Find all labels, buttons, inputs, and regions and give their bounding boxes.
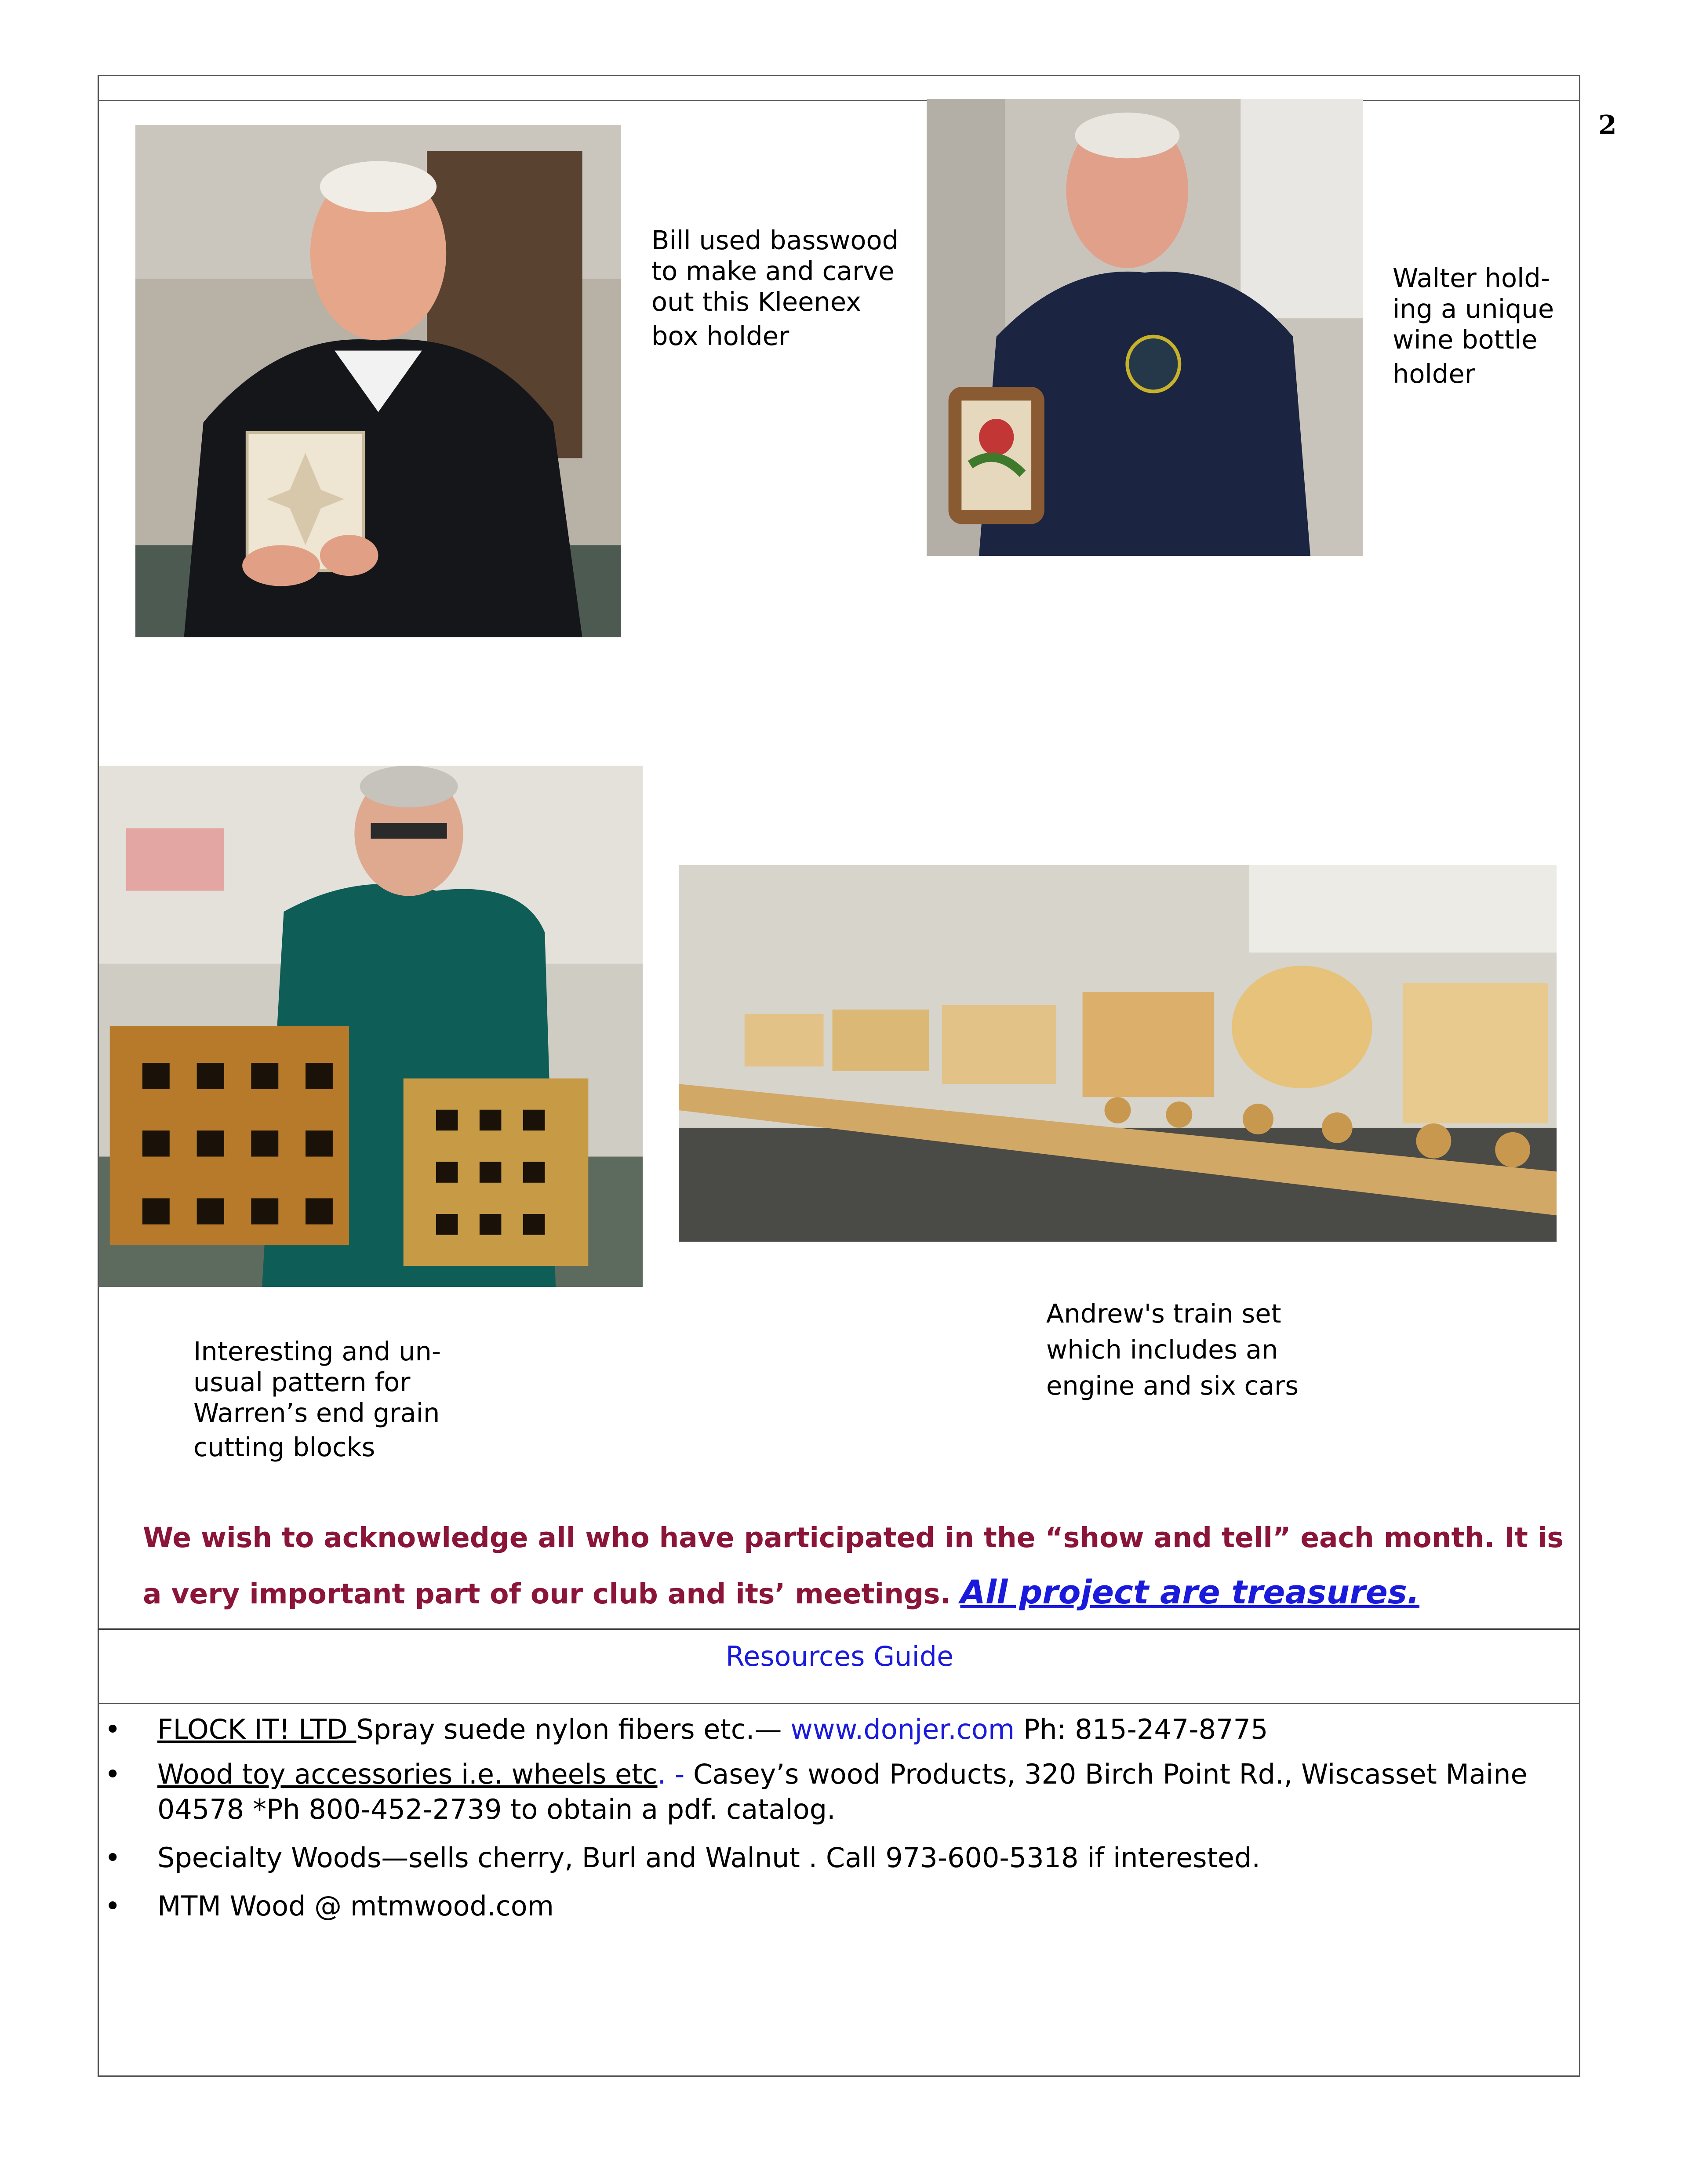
bullet: • — [105, 1758, 121, 1790]
resources-list — [105, 1712, 1564, 1933]
bullet: • — [105, 1713, 121, 1745]
caption-warren: Interesting and un- usual pattern for Warren’s end grain cutting blocks — [193, 1336, 441, 1462]
photo-walter-wine-holder — [927, 99, 1363, 556]
page-number: 2 — [1598, 110, 1617, 141]
photo-warren-cutting-blocks — [99, 766, 643, 1287]
frame-bottom — [98, 2075, 1580, 2077]
resources-guide-title: Resources Guide — [725, 1640, 954, 1672]
bullet: • — [105, 1842, 121, 1874]
resource-text: MTM Wood @ mtmwood.com — [157, 1890, 554, 1922]
bullet: • — [105, 1890, 121, 1922]
section-divider — [98, 1628, 1580, 1630]
frame-top-outer — [98, 75, 1580, 76]
acknowledgement-text: a very important part of our club and its’ meetings. — [143, 1578, 951, 1610]
resource-item-specialty-woods — [105, 1840, 1564, 1875]
resource-item-flock-it — [105, 1712, 1564, 1747]
photo-andrew-train-set — [679, 865, 1557, 1242]
resources-header-divider — [98, 1703, 1580, 1704]
acknowledgement-line-1: We wish to acknowledge all who have participated in the “show and tell” each month. It is — [143, 1522, 1564, 1554]
resource-item-mtm-wood — [105, 1889, 1564, 1924]
donjer-link[interactable]: www.donjer.com — [790, 1713, 1015, 1745]
caption-walter: Walter hold- ing a unique wine bottle holder — [1393, 263, 1554, 389]
acknowledgement-line-2 — [143, 1573, 1572, 1611]
resource-item-wood-toy — [105, 1757, 1564, 1827]
resource-phone: Ph: 815-247-8775 — [1015, 1713, 1268, 1745]
frame-right — [1579, 75, 1580, 2077]
resource-name: Wood toy accessories i.e. wheels etc — [157, 1758, 658, 1790]
photo-bill-kleenex-holder — [135, 125, 621, 637]
caption-andrew: Andrew's train set which includes an engine and six cars — [1046, 1298, 1299, 1401]
resource-name: FLOCK IT! LTD — [157, 1713, 357, 1745]
treasures-link[interactable]: All project are treasures. — [960, 1573, 1420, 1611]
resource-text: Casey’s wood Products, 320 Birch Point Rd., Wiscasset Maine 04578 *Ph 800-452-2739 to obtain a pdf. catalog. — [157, 1758, 1528, 1825]
caption-bill: Bill used basswood to make and carve out this Kleenex box holder — [651, 225, 899, 351]
resource-separator: . - — [657, 1758, 685, 1790]
resource-text: Spray suede nylon fibers etc.— — [356, 1713, 791, 1745]
resource-text: Specialty Woods—sells cherry, Burl and Walnut . Call 973-600-5318 if interested. — [157, 1842, 1261, 1874]
